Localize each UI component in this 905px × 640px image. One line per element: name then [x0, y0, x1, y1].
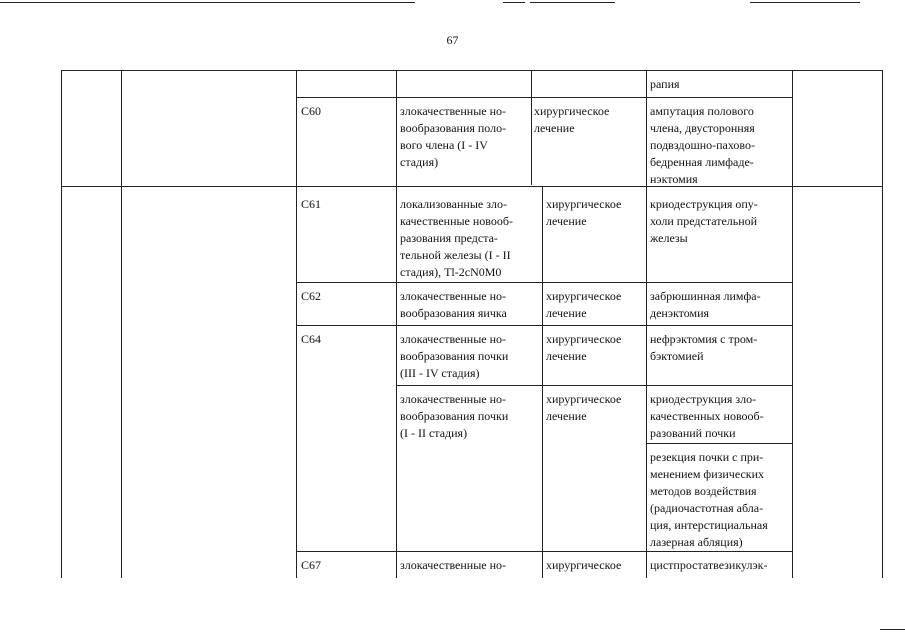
method-cell-c64-b — [650, 391, 788, 442]
treatment-line: хирургическое — [546, 558, 622, 572]
diagnosis-line: локализованные зло- — [400, 197, 507, 211]
row-line-g — [296, 551, 793, 552]
method-line: ция, интерстициальная — [650, 518, 768, 532]
method-line: разований почки — [650, 426, 736, 440]
method-cell-c60 — [650, 103, 788, 188]
diagnosis-line: тельной железы (I - II — [400, 248, 511, 262]
treatment-line: лечение — [534, 121, 575, 135]
diagnosis-line: злокачественные но- — [400, 332, 507, 346]
method-line: ампутация полового — [650, 104, 754, 118]
method-cell-c67 — [650, 557, 788, 574]
treatment-cell-c64-a — [546, 331, 644, 365]
method-line: бэктомией — [650, 349, 704, 363]
diagnosis-cell-c67 — [400, 557, 539, 574]
col-line-1 — [121, 70, 122, 578]
method-line: качественных новооб- — [650, 409, 764, 423]
diagnosis-cell-c62 — [400, 288, 539, 322]
treatment-cell-c64-b — [546, 391, 644, 425]
method-line: резекция почки с при- — [650, 450, 764, 464]
diagnosis-line: вообразования почки — [400, 409, 509, 423]
method-line: менением физических — [650, 467, 765, 481]
treatment-line: хирургическое — [534, 104, 610, 118]
method-cell-c62 — [650, 288, 788, 322]
method-line: железы — [650, 231, 688, 245]
code-cell-c60: С60 — [301, 104, 322, 118]
col-line-4b — [542, 186, 543, 578]
treatment-cell-c60 — [534, 103, 642, 137]
col-line-0 — [61, 70, 62, 578]
code-cell-c64: С64 — [301, 332, 322, 346]
method-line: забрюшинная лимфа- — [650, 289, 761, 303]
treatment-line: лечение — [546, 214, 587, 228]
method-cell-0 — [650, 76, 788, 93]
method-line: нэктомия — [650, 172, 698, 186]
treatment-line: хирургическое — [546, 289, 622, 303]
method-line: подвздошно-пахово- — [650, 138, 756, 152]
diagnosis-cell-c61 — [400, 196, 539, 281]
diagnosis-line: злокачественные но- — [400, 289, 507, 303]
diagnosis-cell-c64-b — [400, 391, 539, 442]
method-line: денэктомия — [650, 306, 710, 320]
method-cell-c61 — [650, 196, 788, 247]
treatment-line: лечение — [546, 306, 587, 320]
method-line: члена, двусторонняя — [650, 121, 755, 135]
treatment-line: лечение — [546, 349, 587, 363]
treatment-line: хирургическое — [546, 392, 622, 406]
diagnosis-line: вообразования почки — [400, 349, 509, 363]
treatment-cell-c62 — [546, 288, 644, 322]
treatment-line: хирургическое — [546, 197, 622, 211]
diagnosis-line: злокачественные но- — [400, 104, 507, 118]
code-cell-c67: С67 — [301, 558, 322, 572]
method-cell-resection — [650, 449, 788, 551]
treatment-line: лечение — [546, 409, 587, 423]
header-rule-mid-2 — [530, 2, 615, 3]
diagnosis-cell-c60 — [400, 103, 529, 171]
row-line-d — [296, 325, 793, 326]
method-line: (радиочастотная абла- — [650, 501, 764, 515]
diagnosis-line: вообразования поло- — [400, 121, 507, 135]
diagnosis-line: (I - II стадия) — [400, 426, 468, 440]
code-cell-c61: С61 — [301, 197, 322, 211]
diagnosis-line: вого члена (I - IV — [400, 138, 488, 152]
method-line: методов воздействия — [650, 484, 757, 498]
diagnosis-line: стадия), Tl-2cN0M0 — [400, 265, 502, 279]
col-line-3 — [396, 70, 397, 578]
header-rule-mid-1 — [503, 2, 525, 3]
diagnosis-line: злокачественные но- — [400, 392, 507, 406]
diagnosis-line: стадия) — [400, 155, 439, 169]
diagnosis-line: качественные новооб- — [400, 214, 513, 228]
treatment-line: хирургическое — [546, 332, 622, 346]
method-line: холи предстательной — [650, 214, 758, 228]
diagnosis-cell-c64-a — [400, 331, 539, 382]
col-line-7 — [882, 70, 883, 578]
code-cell-c62: С62 — [301, 289, 322, 303]
diagnosis-line: разования предста- — [400, 231, 498, 245]
col-line-2 — [296, 70, 297, 578]
method-line: криодеструкция опу- — [650, 197, 758, 211]
method-line: криодеструкция зло- — [650, 392, 757, 406]
row-line-top — [61, 70, 883, 71]
row-line-c — [296, 282, 793, 283]
method-line: рапия — [650, 77, 680, 91]
method-line: цистпростатвезикулэк- — [650, 558, 768, 572]
row-line-e — [396, 385, 793, 386]
method-line: лазерная абляция) — [650, 535, 743, 549]
treatment-cell-c61 — [546, 196, 644, 230]
method-line: бедренная лимфаде- — [650, 155, 754, 169]
header-rule-left — [0, 2, 415, 3]
diagnosis-line: вообразования яичка — [400, 306, 507, 320]
method-line: нефрэктомия с тром- — [650, 332, 758, 346]
row-line-a — [296, 97, 793, 98]
col-line-5 — [646, 70, 647, 578]
method-cell-c64-a — [650, 331, 788, 365]
header-rule-right — [750, 2, 860, 3]
treatment-cell-c67 — [546, 557, 644, 574]
page-number: 67 — [446, 33, 459, 47]
col-line-4a — [531, 70, 532, 185]
row-line-f — [646, 443, 793, 444]
diagnosis-line: злокачественные но- — [400, 558, 507, 572]
col-line-6 — [792, 70, 793, 578]
diagnosis-line: (III - IV стадия) — [400, 366, 480, 380]
footer-rule-right — [880, 629, 905, 630]
